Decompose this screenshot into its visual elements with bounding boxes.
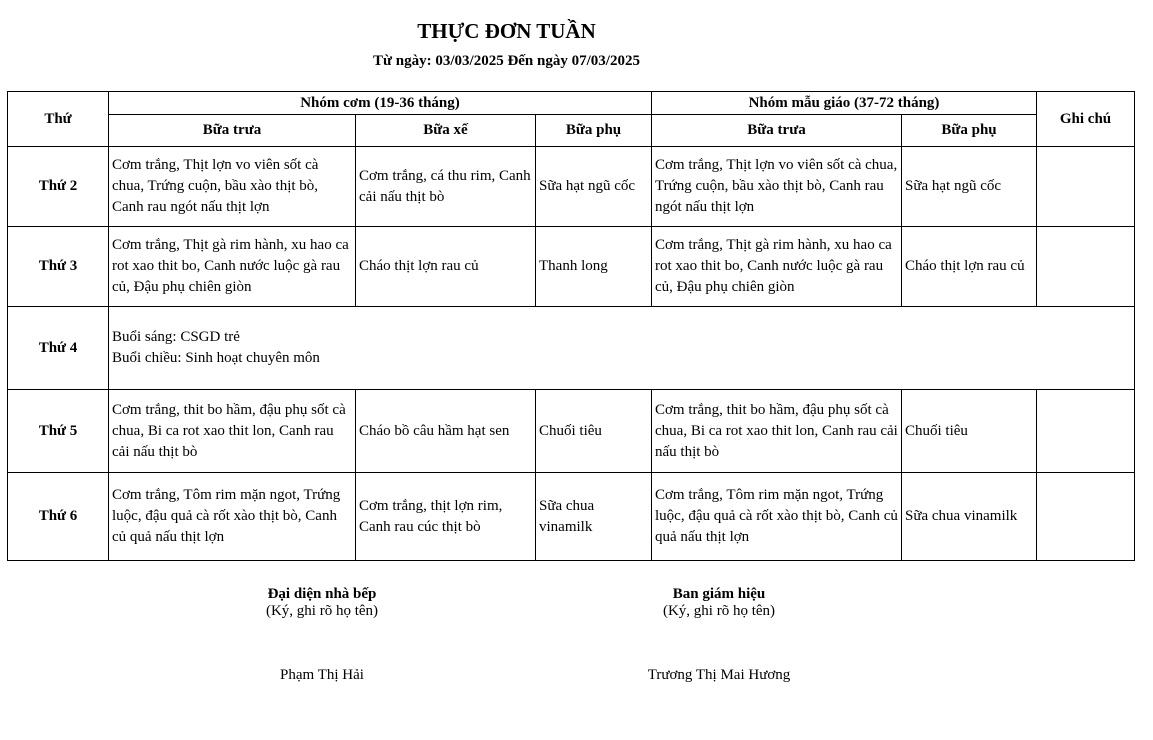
table-row: [8, 307, 1135, 390]
g2-lunch-cell: Cơm trắng, Tôm rim mặn ngot, Trứng luộc, đậu quả cà rốt xào thịt bò, Canh củ quả nấu thịt lợn: [652, 473, 902, 561]
day-cell: Thứ 3: [8, 227, 109, 307]
header-g1-extra: Bữa phụ: [536, 115, 652, 147]
g2-extra-cell: Sữa hạt ngũ cốc: [902, 147, 1037, 227]
page-title: THỰC ĐƠN TUẦN: [417, 19, 596, 43]
g2-extra-cell: Sữa chua vinamilk: [902, 473, 1037, 561]
g2-lunch-cell: Cơm trắng, thit bo hầm, đậu phụ sốt cà chua, Bi ca rot xao thit lon, Canh rau cải nấu thịt bò: [652, 390, 902, 473]
g1-snack-meal-cell: Cháo thịt lợn rau củ: [356, 227, 536, 307]
day-cell: Thứ 4: [8, 307, 109, 390]
header-day: Thứ: [8, 92, 109, 147]
kitchen-signature: [192, 586, 452, 684]
g2-extra-cell: Cháo thịt lợn rau củ: [902, 227, 1037, 307]
table-row: [8, 147, 1135, 227]
g2-extra-cell: Chuối tiêu: [902, 390, 1037, 473]
signature-name: Trương Thị Mai Hương: [647, 667, 791, 683]
activity-cell: [109, 307, 1135, 390]
header-group1: Nhóm cơm (19-36 tháng): [109, 92, 652, 115]
g1-extra-cell: Sữa chua vinamilk: [536, 473, 652, 561]
header-g2-extra: Bữa phụ: [902, 115, 1037, 147]
signature-hint: (Ký, ghi rõ họ tên): [662, 603, 776, 619]
board-signature: [589, 586, 849, 684]
day-cell: Thứ 6: [8, 473, 109, 561]
day-cell: Thứ 2: [8, 147, 109, 227]
g2-lunch-cell: Cơm trắng, Thịt gà rim hành, xu hao ca rot xao thit bo, Canh nước luộc gà rau củ, Đậu phụ chiên giòn: [652, 227, 902, 307]
header-group2: Nhóm mẫu giáo (37-72 tháng): [652, 92, 1037, 115]
g1-extra-cell: Sữa hạt ngũ cốc: [536, 147, 652, 227]
g1-lunch-cell: Cơm trắng, Thịt gà rim hành, xu hao ca rot xao thit bo, Canh nước luộc gà rau củ, Đậu phụ chiên giòn: [109, 227, 356, 307]
g1-lunch-cell: Cơm trắng, Tôm rim mặn ngot, Trứng luộc, đậu quả cà rốt xào thịt bò, Canh củ quả nấu thịt lợn: [109, 473, 356, 561]
g1-lunch-cell: Cơm trắng, thit bo hầm, đậu phụ sốt cà chua, Bi ca rot xao thit lon, Canh rau cải nấu thịt bò: [109, 390, 356, 473]
date-range: Từ ngày: 03/03/2025 Đến ngày 07/03/2025: [373, 53, 640, 69]
note-cell: [1037, 147, 1135, 227]
table-row: [8, 227, 1135, 307]
menu-table: [7, 91, 1135, 561]
day-cell: Thứ 5: [8, 390, 109, 473]
g1-extra-cell: Thanh long: [536, 227, 652, 307]
activity-morning: Buổi sáng: CSGD trẻ: [112, 329, 240, 345]
activity-afternoon: Buổi chiều: Sinh hoạt chuyên môn: [112, 350, 320, 366]
g1-lunch-cell: Cơm trắng, Thịt lợn vo viên sốt cà chua, Trứng cuộn, bầu xào thịt bò, Canh rau ngót nấu thịt lợn: [109, 147, 356, 227]
header-g1-snack-meal: Bữa xế: [356, 115, 536, 147]
signature-name: Phạm Thị Hải: [280, 667, 364, 683]
table-row: [8, 390, 1135, 473]
signature-hint: (Ký, ghi rõ họ tên): [265, 603, 379, 619]
signature-role: Ban giám hiệu: [672, 586, 766, 602]
header-g2-lunch: Bữa trưa: [652, 115, 902, 147]
g1-snack-meal-cell: Cháo bồ câu hầm hạt sen: [356, 390, 536, 473]
signature-role: Đại diện nhà bếp: [267, 586, 377, 602]
note-cell: [1037, 227, 1135, 307]
note-cell: [1037, 390, 1135, 473]
header-g1-lunch: Bữa trưa: [109, 115, 356, 147]
note-cell: [1037, 473, 1135, 561]
g2-lunch-cell: Cơm trắng, Thịt lợn vo viên sốt cà chua, Trứng cuộn, bầu xào thịt bò, Canh rau ngót nấu thịt lợn: [652, 147, 902, 227]
table-row: [8, 473, 1135, 561]
g1-extra-cell: Chuối tiêu: [536, 390, 652, 473]
g1-snack-meal-cell: Cơm trắng, cá thu rim, Canh cải nấu thịt bò: [356, 147, 536, 227]
header-note: Ghi chú: [1037, 92, 1135, 147]
g1-snack-meal-cell: Cơm trắng, thịt lợn rim, Canh rau cúc thịt bò: [356, 473, 536, 561]
